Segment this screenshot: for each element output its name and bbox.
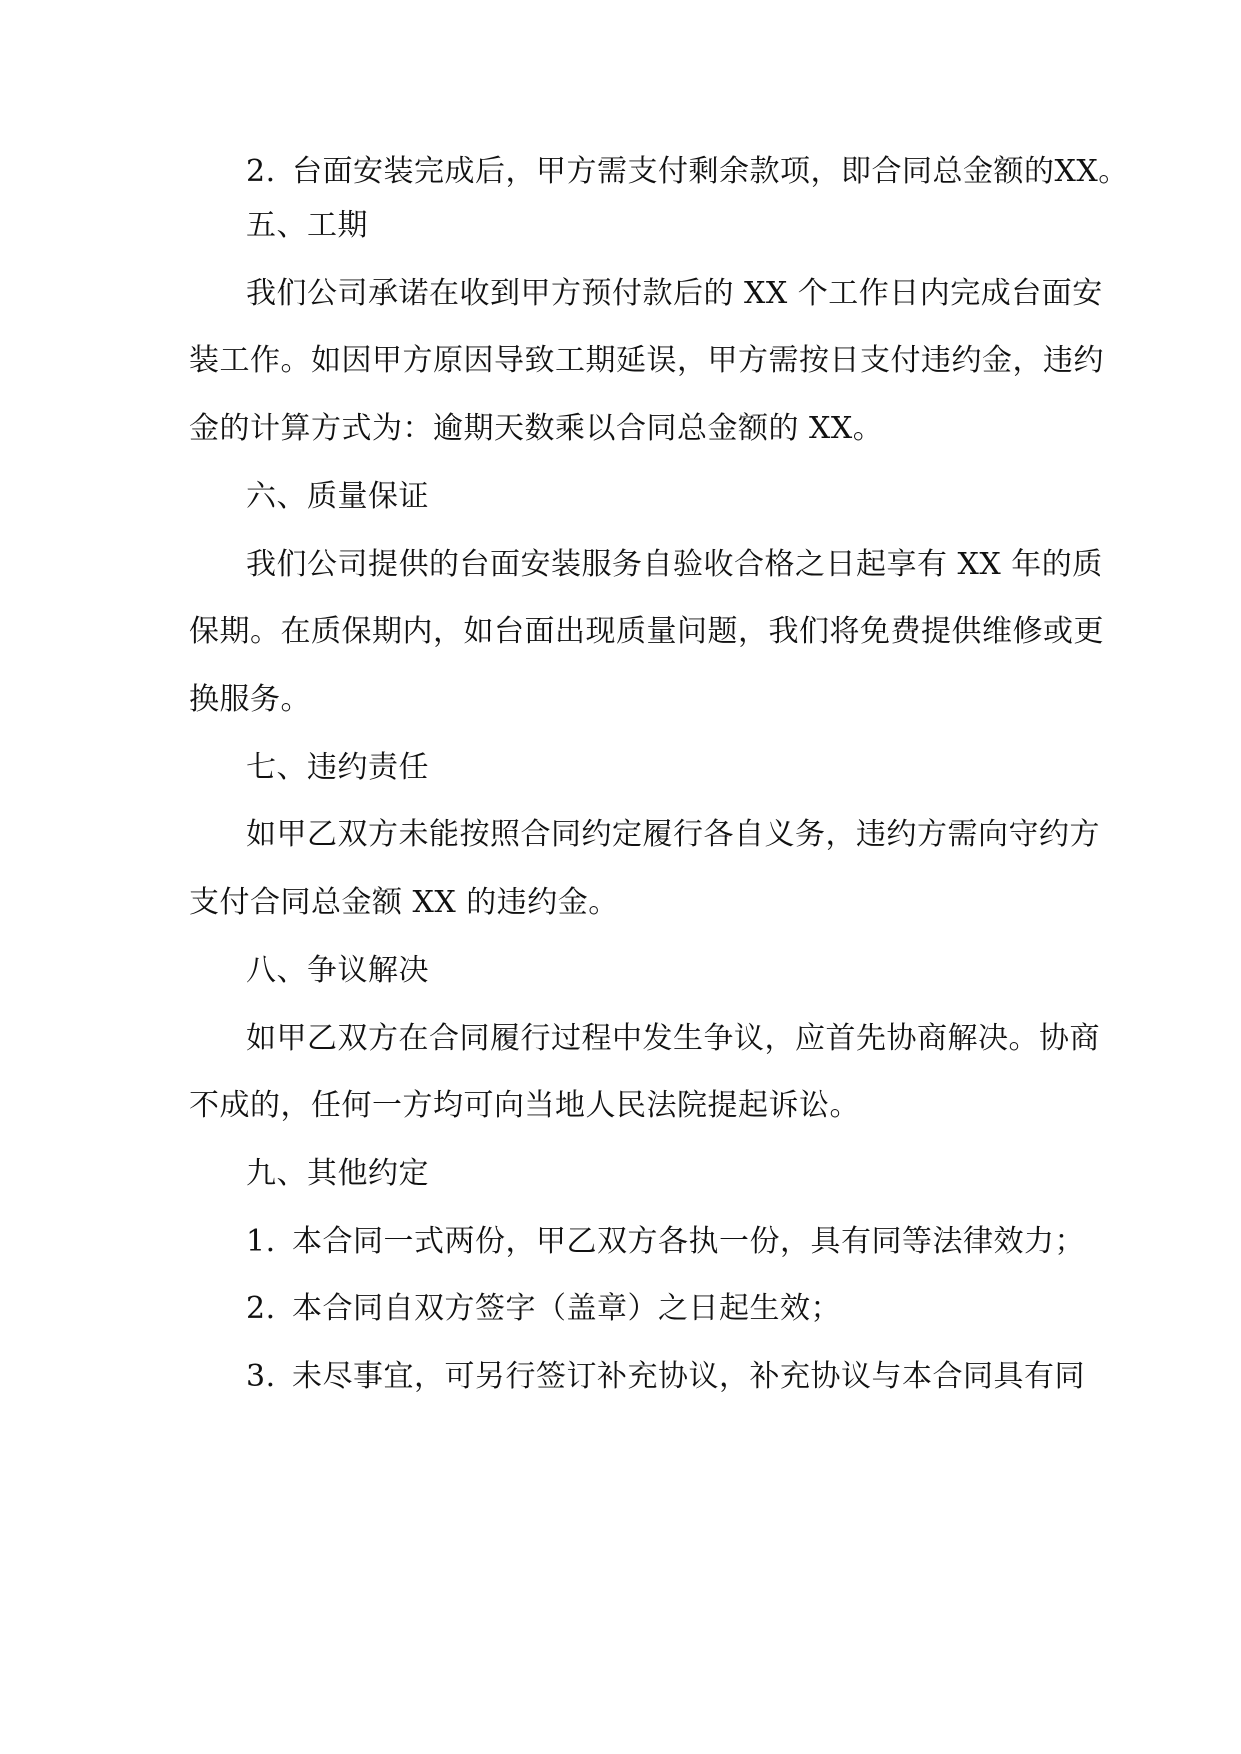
section-heading-quality: 六、质量保证: [246, 479, 429, 514]
paragraph-line: 金的计算方式为：逾期天数乘以合同总金额的 XX。: [189, 411, 884, 446]
section-heading-other: 九、其他约定: [246, 1156, 429, 1191]
paragraph-line: 保期。在质保期内，如台面出现质量问题，我们将免费提供维修或更: [189, 614, 1104, 649]
paragraph-line: 如甲乙双方在合同履行过程中发生争议，应首先协商解决。协商: [246, 1021, 1100, 1056]
payment-item-2: [246, 152, 1146, 192]
list-number: 2.: [246, 154, 276, 189]
list-number: 3.: [246, 1359, 276, 1394]
list-item: [246, 1289, 1146, 1329]
paragraph-line: 如甲乙双方未能按照合同约定履行各自义务，违约方需向守约方: [246, 817, 1100, 852]
list-item: [246, 1357, 1146, 1397]
paragraph-line: 我们公司承诺在收到甲方预付款后的 XX 个工作日内完成台面安: [246, 276, 1103, 311]
list-text: 未尽事宜，可另行签订补充协议，补充协议与本合同具有同: [292, 1359, 1085, 1394]
list-number: 2.: [246, 1291, 276, 1326]
list-text: 本合同一式两份，甲乙双方各执一份，具有同等法律效力；: [292, 1224, 1085, 1259]
paragraph-line: 装工作。如因甲方原因导致工期延误，甲方需按日支付违约金，违约: [189, 343, 1104, 378]
list-text: 台面安装完成后，甲方需支付剩余款项，即合同总金额的XX。: [292, 154, 1129, 189]
section-heading-dispute: 八、争议解决: [246, 953, 429, 988]
list-number: 1.: [246, 1224, 276, 1259]
section-heading-liability: 七、违约责任: [246, 750, 429, 785]
paragraph-line: 支付合同总金额 XX 的违约金。: [189, 885, 619, 920]
list-item: [246, 1222, 1146, 1262]
section-heading-schedule: 五、工期: [246, 208, 368, 243]
list-text: 本合同自双方签字（盖章）之日起生效；: [292, 1291, 841, 1326]
paragraph-line: 我们公司提供的台面安装服务自验收合格之日起享有 XX 年的质: [246, 547, 1103, 582]
paragraph-line: 不成的，任何一方均可向当地人民法院提起诉讼。: [189, 1088, 860, 1123]
paragraph-line: 换服务。: [189, 682, 311, 717]
